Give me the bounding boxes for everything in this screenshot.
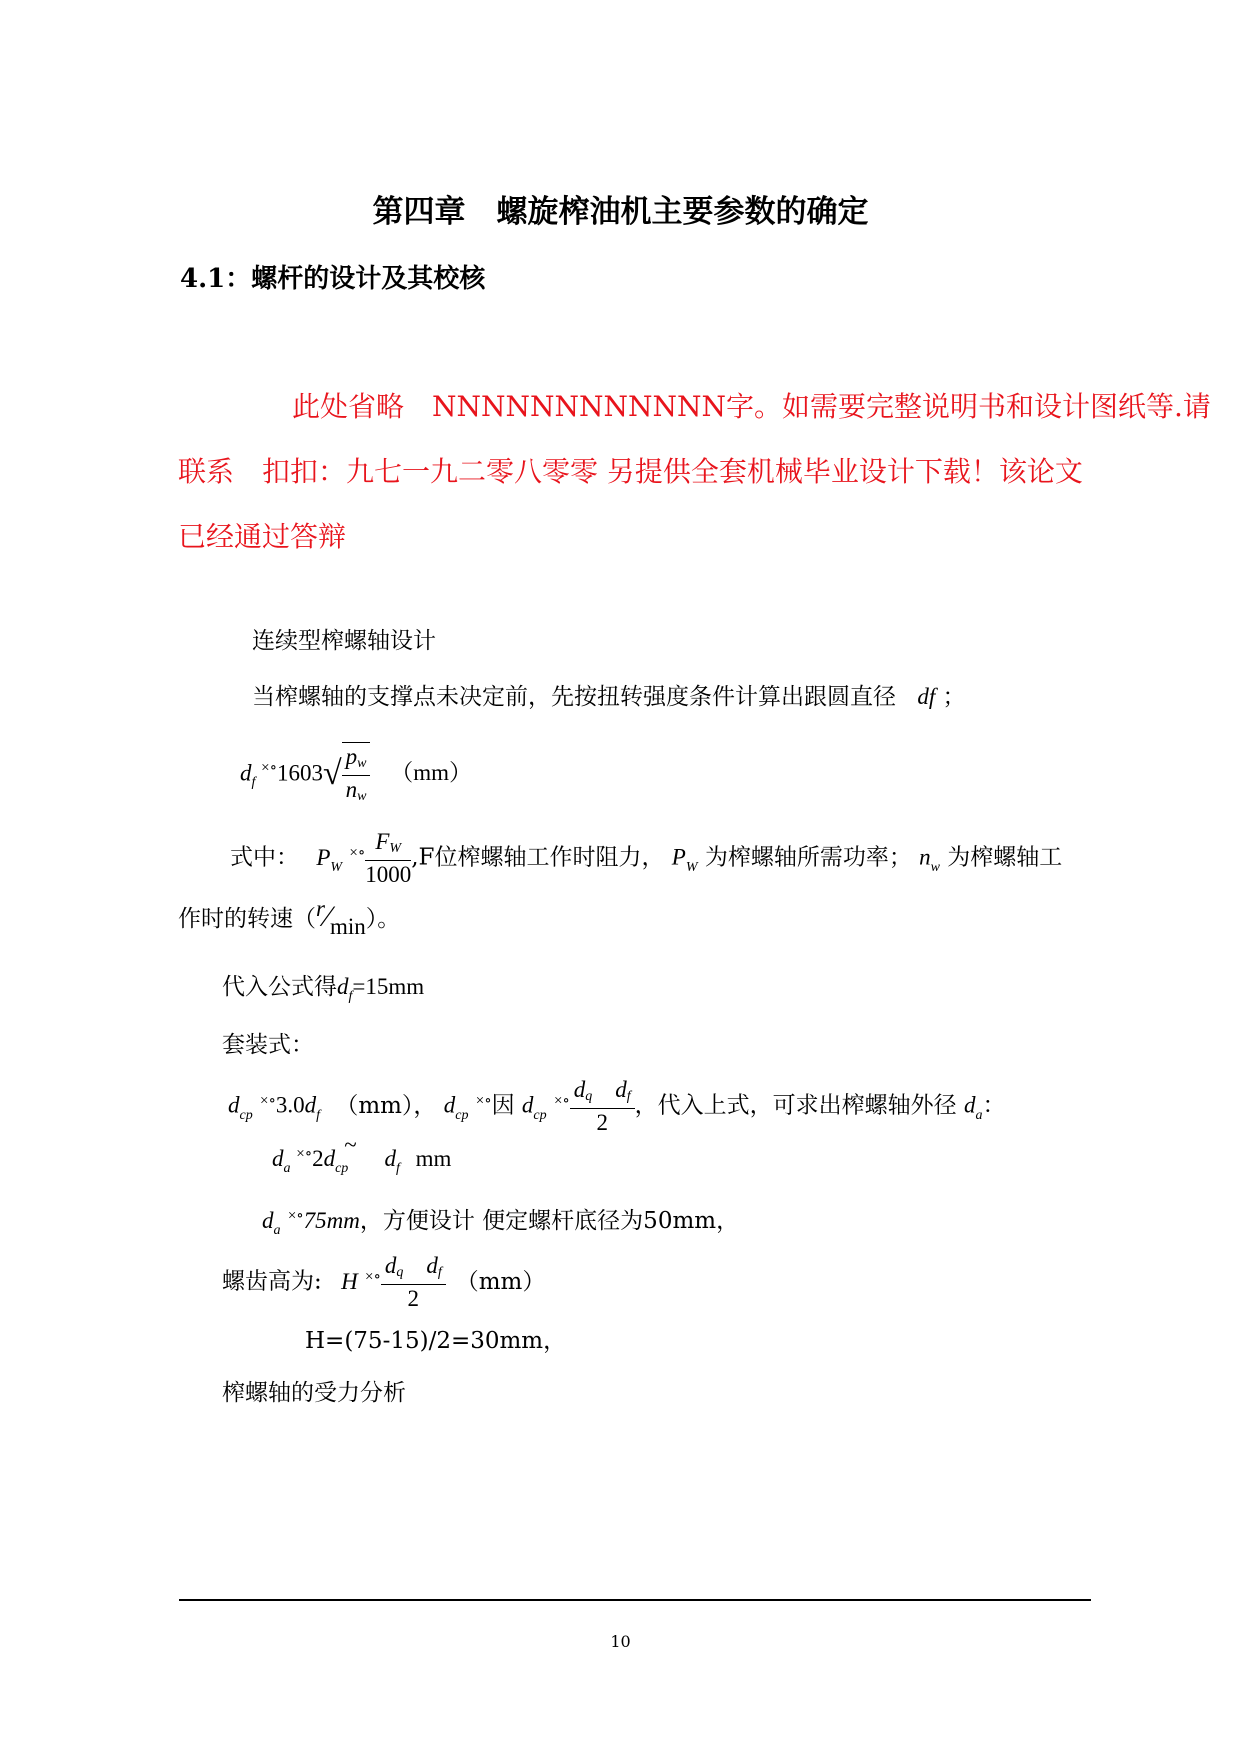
formula-dcp: $d_{cp}$ $^{\times\circ}3.0d_f$ （mm）， $d_{cp}$ ×∘因 $d_{cp}$ ×∘ $\frac{\text{dq df}}{2}$ ，代入上式，可求出榨螺轴外径 $d_a$： (228, 1077, 1006, 1135)
sub-w: w (930, 859, 940, 875)
formula-h-calc: H=(75-15)/2=30mm， (305, 1328, 567, 1354)
formula-speed-line (178, 896, 401, 939)
force-analysis-heading: 榨螺轴的受力分析 (222, 1380, 406, 1406)
df-symbol: df (917, 684, 936, 709)
semicolon: ； (942, 684, 966, 710)
var-r: r (316, 896, 325, 921)
notice-line-3: 已经通过答辩 (178, 520, 347, 553)
speed-close: ）。 (365, 906, 401, 932)
radical-sign: √ (322, 755, 342, 793)
notice-line-1: 此处省略 NNNNNNNNNNNN字。如需要完整说明书和设计图纸等.请 (292, 390, 1211, 423)
sub-W: W (685, 859, 698, 875)
formula-da: $d_a$ $^{\times\circ}2d_{cp}\sim$ $d_f$ mm (272, 1132, 452, 1176)
formula-da-value: $d_a$ ×∘75mm，方便设计 便定螺杆底径为50mm， (262, 1208, 740, 1238)
root-diameter-text: 当榨螺轴的支撑点未决定前，先按扭转强度条件计算出跟圆直径 (252, 684, 896, 710)
substitution-line (222, 968, 425, 1004)
equals-glyph: ×∘ (261, 760, 277, 777)
footer-rule (179, 1599, 1091, 1601)
var-P: P (671, 844, 686, 870)
sub-f: f (251, 775, 256, 791)
var-d: d (240, 760, 252, 786)
value-15mm: =15mm (352, 974, 425, 999)
unit-mm: （mm） (390, 760, 473, 786)
formula-lead: 式中： (230, 844, 299, 871)
fraction-dq-df: $\frac{\text{dq df}}{2}$ (570, 1076, 635, 1137)
formula-tooth-height: 螺齿高为: H ×∘ $\frac{\text{dq df}}{2}$ （mm） (222, 1253, 546, 1311)
sub-W: W (330, 859, 343, 875)
equals-glyph: ×∘ (349, 844, 366, 861)
formula-pw-line (230, 828, 1062, 889)
var-min: min (329, 914, 366, 939)
formula-df (240, 742, 472, 808)
notice-line-2: 联系 扣扣：九七一九二零八零零 另提供全套机械毕业设计下载！该论文 (178, 455, 1083, 488)
page-number: 10 (610, 1632, 631, 1651)
paragraph-continuous-design: 连续型榨螺轴设计 (252, 628, 436, 654)
paragraph-root-diameter (252, 678, 966, 711)
fraction-fw-1000: $\frac{FW}{1000}$ (365, 829, 412, 887)
sleeve-type-label: 套装式： (222, 1032, 314, 1058)
fraction-pw-nw: $\frac{pw}{nw}$ (342, 742, 371, 808)
substitution-text: 代入公式得 (222, 974, 337, 1000)
speed-text: 作时的转速（ (178, 906, 316, 932)
fraction-dq-df-2: $\frac{\text{dq df}}{2}$ (381, 1252, 446, 1313)
chapter-title: 第四章 螺旋榨油机主要参数的确定 (372, 194, 869, 230)
power-text: 为榨螺轴所需功率； (704, 844, 912, 871)
coefficient: 1603 (276, 760, 323, 786)
section-title: 4.1：螺杆的设计及其校核 (180, 264, 486, 294)
resistance-text: ,F位榨螺轴工作时阻力， (411, 844, 665, 871)
var-P: P (316, 844, 331, 870)
axis-text: 为榨螺轴工 (947, 844, 1063, 871)
slash-glyph: ⁄ (324, 900, 330, 933)
var-d: d (337, 974, 349, 999)
sub-f: f (348, 989, 353, 1004)
var-n: n (919, 844, 931, 870)
